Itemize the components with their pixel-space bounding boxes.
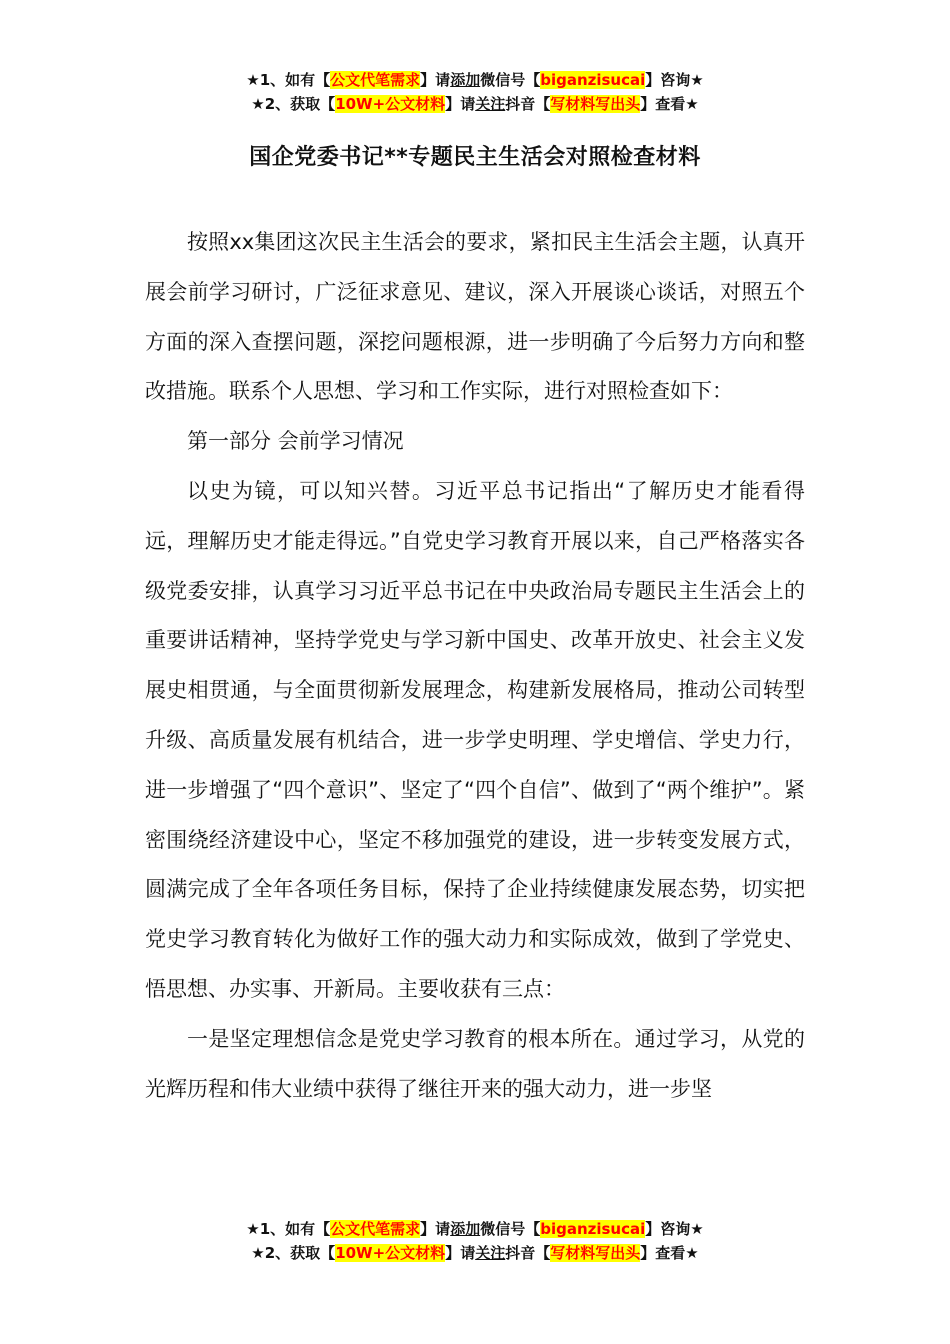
banner-highlight: 10W+公文材料	[335, 1244, 446, 1262]
banner-text: 微信号【	[480, 1220, 541, 1238]
banner-line-1	[0, 1217, 950, 1241]
banner-text: ★2、获取【	[251, 1244, 336, 1262]
banner-highlight: 10W+公文材料	[335, 95, 446, 113]
paragraph: 按照xx集团这次民主生活会的要求，紧扣民主生活会主题，认真开展会前学习研讨，广泛征求意见、建议，深入开展谈心谈话，对照五个方面的深入查摆问题，深挖问题根源，进一步明确了今后努力方向和整改措施。联系个人思想、学习和工作实际，进行对照检查如下：	[145, 230, 805, 404]
banner-line-2	[0, 92, 950, 116]
banner-highlight: biganzisucai	[540, 71, 646, 89]
section-heading: 第一部分 会前学习情况	[187, 429, 404, 454]
banner-line-2	[0, 1241, 950, 1265]
banner-text: 抖音【	[505, 95, 551, 113]
banner-text: 微信号【	[480, 71, 541, 89]
footer-banner	[0, 1217, 950, 1265]
banner-underlined: 添加	[450, 71, 481, 89]
banner-underlined: 关注	[475, 95, 506, 113]
banner-text: 】请	[445, 1244, 476, 1262]
banner-highlight: biganzisucai	[540, 1220, 646, 1238]
banner-text: 】请	[445, 95, 476, 113]
banner-text: 】咨询★	[645, 1220, 704, 1238]
header-banner	[0, 68, 950, 116]
banner-text: ★1、如有【	[246, 1220, 331, 1238]
paragraph: 一是坚定理想信念是党史学习教育的根本所在。通过学习，从党的光辉历程和伟大业绩中获得了继往开来的强大动力，进一步坚	[145, 1026, 805, 1101]
banner-text: 】咨询★	[645, 71, 704, 89]
banner-text: 抖音【	[505, 1244, 551, 1262]
banner-highlight: 写材料写出头	[550, 95, 641, 113]
banner-text: ★2、获取【	[251, 95, 336, 113]
banner-highlight: 写材料写出头	[550, 1244, 641, 1262]
paragraph: 以史为镜，可以知兴替。习近平总书记指出“了解历史才能看得远，理解历史才能走得远。”自党史学习教育开展以来，自己严格落实各级党委安排，认真学习习近平总书记在中央政治局专题民主生活会上的重要讲话精神，坚持学党史与学习新中国史、改革开放史、社会主义发展史相贯通，与全面贯彻新发展理念，构建新发展格局，推动公司转型升级、高质量发展有机结合，进一步学史明理、学史增信、学史力行，进一步增强了“四个意识”、坚定了“四个自信”、做到了“两个维护”。紧密围绕经济建设中心，坚定不移加强党的建设，进一步转变发展方式，圆满完成了全年各项任务目标，保持了企业持续健康发展态势，切实把党史学习教育转化为做好工作的强大动力和实际成效，做到了学党史、悟思想、办实事、开新局。主要收获有三点：	[145, 478, 805, 1001]
document-title: 国企党委书记**专题民主生活会对照检查材料	[249, 145, 701, 170]
banner-text: 】查看★	[640, 95, 699, 113]
banner-underlined: 添加	[450, 1220, 481, 1238]
banner-text: 】查看★	[640, 1244, 699, 1262]
document-body	[145, 218, 805, 1114]
banner-underlined: 关注	[475, 1244, 506, 1262]
banner-text: ★1、如有【	[246, 71, 331, 89]
banner-line-1	[0, 68, 950, 92]
banner-highlight: 公文代笔需求	[330, 71, 421, 89]
banner-text: 】请	[420, 1220, 451, 1238]
banner-highlight: 公文代笔需求	[330, 1220, 421, 1238]
banner-text: 】请	[420, 71, 451, 89]
